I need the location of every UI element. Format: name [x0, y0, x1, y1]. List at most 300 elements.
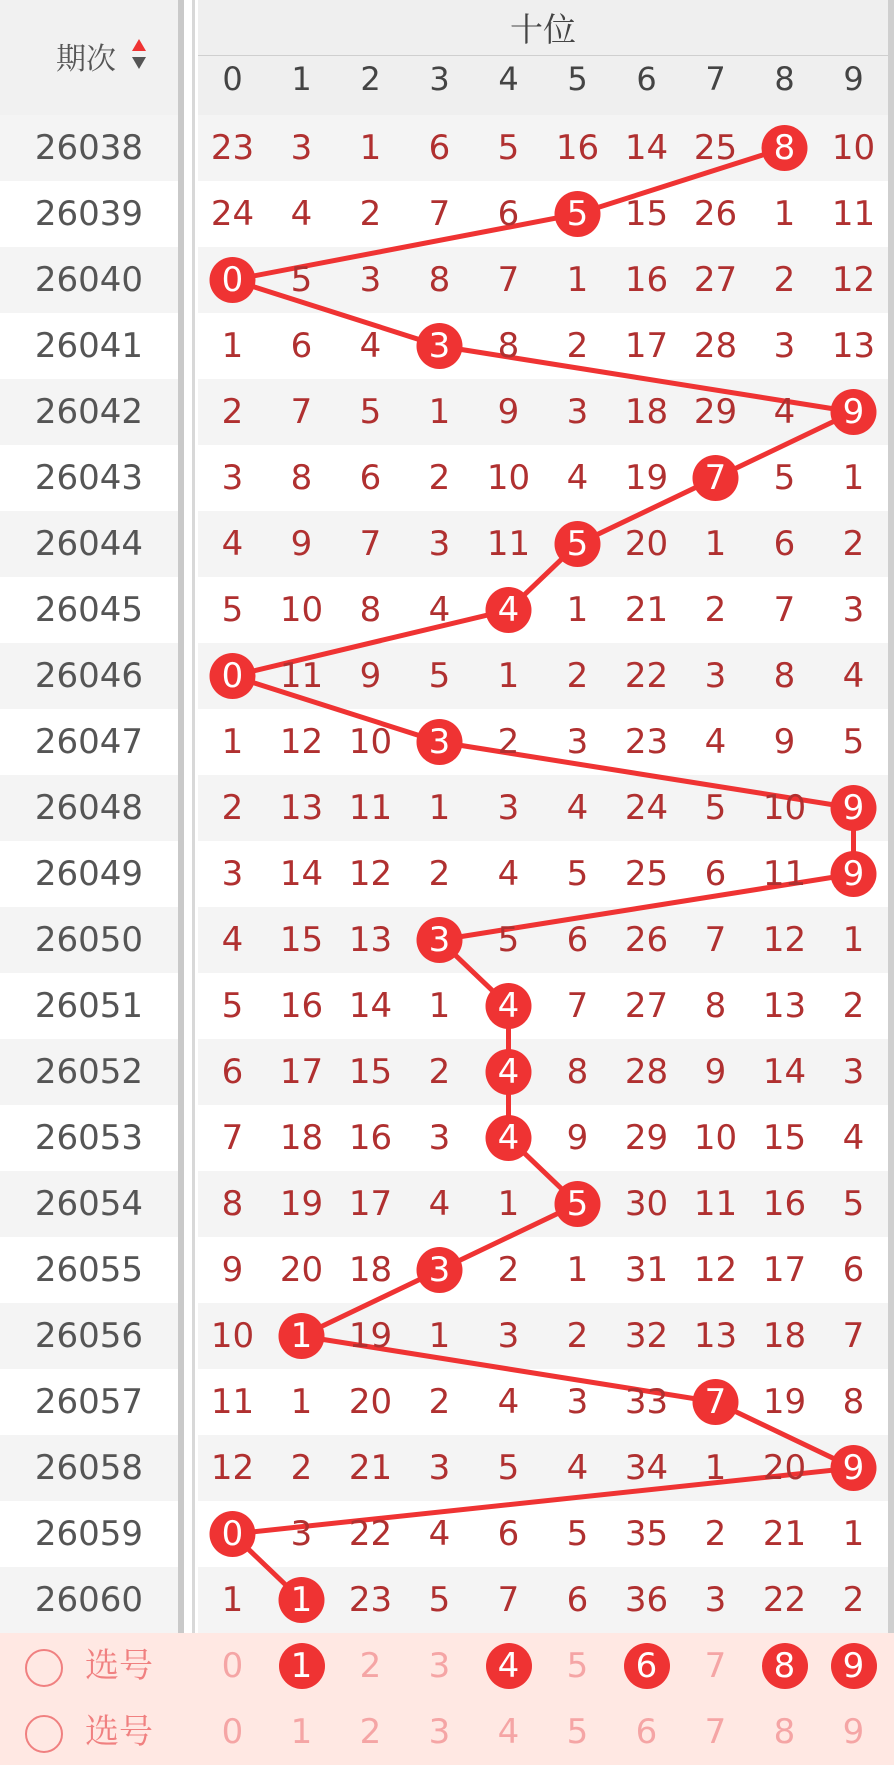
- period-row[interactable]: [0, 1171, 178, 1237]
- period-number: 26052: [34, 1052, 144, 1092]
- cell-value: 4: [428, 590, 451, 630]
- cell-value: 0: [221, 260, 244, 300]
- cell-value: 2: [497, 722, 520, 762]
- cell-value: 18: [762, 1316, 807, 1356]
- cell-value: 4: [773, 392, 796, 432]
- period-row[interactable]: [0, 907, 178, 973]
- cell-value: 2: [566, 1316, 589, 1356]
- cell-value: 4: [497, 1052, 520, 1092]
- cell-value: 17: [762, 1250, 807, 1290]
- cell-value: 13: [279, 788, 324, 828]
- period-header-label: 期次: [56, 42, 116, 77]
- period-row[interactable]: [0, 115, 178, 181]
- cell-value: 4: [842, 1118, 865, 1158]
- column-header-7: 7: [705, 60, 726, 98]
- cell-value: 13: [762, 986, 807, 1026]
- cell-value: 23: [210, 128, 255, 168]
- cell-value: 9: [842, 854, 865, 894]
- cell-value: 11: [348, 788, 393, 828]
- cell-value: 26: [693, 194, 738, 234]
- cell-value: 3: [428, 1250, 451, 1290]
- cell-value: 1: [704, 524, 727, 564]
- cell-value: 11: [831, 194, 876, 234]
- cell-value: 2: [290, 1448, 313, 1488]
- cell-value: 8: [497, 326, 520, 366]
- cell-value: 3: [497, 788, 520, 828]
- cell-value: 30: [624, 1184, 669, 1224]
- cell-value: 20: [279, 1250, 324, 1290]
- period-number: 26050: [34, 920, 144, 960]
- cell-value: 20: [624, 524, 669, 564]
- cell-value: 24: [210, 194, 255, 234]
- cell-value: 2: [221, 788, 244, 828]
- cell-value: 4: [566, 1448, 589, 1488]
- cell-value: 2: [842, 986, 865, 1026]
- period-number: 26058: [34, 1448, 144, 1488]
- cell-value: 18: [624, 392, 669, 432]
- pick-digit-5[interactable]: 5: [566, 1712, 589, 1752]
- column-header-1: 1: [291, 60, 312, 98]
- cell-value: 5: [497, 920, 520, 960]
- cell-value: 8: [704, 986, 727, 1026]
- cell-value: 4: [566, 788, 589, 828]
- cell-value: 2: [704, 590, 727, 630]
- cell-value: 5: [566, 1514, 589, 1554]
- period-row[interactable]: [0, 643, 178, 709]
- period-number: 26057: [34, 1382, 144, 1422]
- cell-value: 5: [290, 260, 313, 300]
- cell-value: 3: [566, 1382, 589, 1422]
- cell-value: 21: [624, 590, 669, 630]
- cell-value: 3: [290, 1514, 313, 1554]
- period-number: 26048: [34, 788, 144, 828]
- period-column: [0, 0, 178, 1745]
- cell-value: 15: [762, 1118, 807, 1158]
- cell-value: 9: [704, 1052, 727, 1092]
- pick-digit-2[interactable]: 2: [359, 1646, 382, 1686]
- cell-value: 1: [221, 1580, 244, 1620]
- cell-value: 19: [279, 1184, 324, 1224]
- cell-value: 1: [359, 128, 382, 168]
- cell-value: 2: [221, 392, 244, 432]
- cell-value: 20: [762, 1448, 807, 1488]
- period-number: 26045: [34, 590, 144, 630]
- cell-value: 28: [693, 326, 738, 366]
- cell-value: 9: [221, 1250, 244, 1290]
- cell-value: 19: [762, 1382, 807, 1422]
- cell-value: 11: [279, 656, 324, 696]
- cell-value: 2: [428, 854, 451, 894]
- cell-value: 9: [497, 392, 520, 432]
- pick-digit-1[interactable]: 1: [290, 1646, 313, 1686]
- cell-value: 1: [428, 392, 451, 432]
- pick-digit-4[interactable]: 4: [497, 1646, 520, 1686]
- cell-value: 4: [704, 722, 727, 762]
- period-number: 26047: [34, 722, 144, 762]
- cell-value: 3: [566, 722, 589, 762]
- cell-value: 1: [842, 920, 865, 960]
- cell-value: 9: [842, 788, 865, 828]
- cell-value: 1: [290, 1382, 313, 1422]
- cell-value: 3: [497, 1316, 520, 1356]
- cell-value: 4: [497, 1118, 520, 1158]
- pick-digit-9[interactable]: 9: [842, 1646, 865, 1686]
- cell-value: 4: [497, 854, 520, 894]
- cell-value: 5: [773, 458, 796, 498]
- cell-value: 6: [566, 920, 589, 960]
- period-number: 26040: [34, 260, 144, 300]
- period-row[interactable]: [0, 1369, 178, 1435]
- column-divider: [178, 0, 184, 1745]
- cell-value: 14: [279, 854, 324, 894]
- pick-digit-4[interactable]: 4: [497, 1712, 520, 1752]
- pick-digit-7[interactable]: 7: [704, 1712, 727, 1752]
- period-row[interactable]: [0, 1237, 178, 1303]
- cell-value: 6: [773, 524, 796, 564]
- cell-value: 33: [624, 1382, 669, 1422]
- column-header-4: 4: [498, 60, 519, 98]
- cell-value: 17: [624, 326, 669, 366]
- column-header-5: 5: [567, 60, 588, 98]
- cell-value: 27: [624, 986, 669, 1026]
- cell-value: 13: [831, 326, 876, 366]
- cell-value: 3: [428, 326, 451, 366]
- cell-value: 31: [624, 1250, 669, 1290]
- cell-value: 5: [842, 722, 865, 762]
- cell-value: 6: [497, 194, 520, 234]
- cell-value: 5: [359, 392, 382, 432]
- cell-value: 15: [279, 920, 324, 960]
- period-number: 26043: [34, 458, 144, 498]
- cell-value: 11: [693, 1184, 738, 1224]
- cell-value: 6: [221, 1052, 244, 1092]
- cell-value: 1: [290, 1316, 313, 1356]
- cell-value: 7: [290, 392, 313, 432]
- cell-value: 26: [624, 920, 669, 960]
- cell-value: 5: [497, 1448, 520, 1488]
- cell-value: 5: [566, 1184, 589, 1224]
- cell-value: 2: [428, 1382, 451, 1422]
- cell-value: 25: [624, 854, 669, 894]
- cell-value: 5: [221, 590, 244, 630]
- cell-value: 4: [290, 194, 313, 234]
- pick-digit-0[interactable]: 0: [221, 1646, 244, 1686]
- cell-value: 10: [210, 1316, 255, 1356]
- cell-value: 8: [221, 1184, 244, 1224]
- cell-value: 16: [555, 128, 600, 168]
- cell-value: 3: [842, 1052, 865, 1092]
- cell-value: 4: [566, 458, 589, 498]
- cell-value: 3: [428, 524, 451, 564]
- cell-value: 3: [221, 458, 244, 498]
- cell-value: 28: [624, 1052, 669, 1092]
- cell-value: 1: [428, 788, 451, 828]
- cell-value: 12: [210, 1448, 255, 1488]
- cell-value: 2: [704, 1514, 727, 1554]
- period-header[interactable]: [0, 0, 178, 115]
- cell-value: 20: [348, 1382, 393, 1422]
- cell-value: 5: [704, 788, 727, 828]
- cell-value: 6: [704, 854, 727, 894]
- cell-value: 7: [773, 590, 796, 630]
- period-row[interactable]: [0, 709, 178, 775]
- cell-value: 2: [566, 326, 589, 366]
- column-header-0: 0: [222, 60, 243, 98]
- cell-value: 23: [348, 1580, 393, 1620]
- cell-value: 9: [359, 656, 382, 696]
- cell-value: 35: [624, 1514, 669, 1554]
- select-label[interactable]: 选号: [85, 1712, 153, 1752]
- cell-value: 10: [762, 788, 807, 828]
- period-row[interactable]: [0, 181, 178, 247]
- pick-digit-6[interactable]: 6: [635, 1712, 658, 1752]
- period-row[interactable]: [0, 511, 178, 577]
- cell-value: 10: [693, 1118, 738, 1158]
- period-row[interactable]: [0, 1105, 178, 1171]
- period-number: 26055: [34, 1250, 144, 1290]
- group-title: 十位: [510, 10, 576, 49]
- cell-value: 25: [693, 128, 738, 168]
- period-number: 26060: [34, 1580, 144, 1620]
- cell-value: 8: [773, 128, 796, 168]
- cell-value: 1: [842, 1514, 865, 1554]
- period-number: 26059: [34, 1514, 144, 1554]
- cell-value: 9: [290, 524, 313, 564]
- cell-value: 4: [221, 920, 244, 960]
- period-row[interactable]: [0, 1435, 178, 1501]
- cell-value: 8: [290, 458, 313, 498]
- cell-value: 2: [842, 1580, 865, 1620]
- cell-value: 14: [762, 1052, 807, 1092]
- cell-value: 8: [359, 590, 382, 630]
- select-radio[interactable]: [25, 1715, 63, 1753]
- pick-row: [0, 1699, 894, 1765]
- cell-value: 36: [624, 1580, 669, 1620]
- period-row[interactable]: [0, 1039, 178, 1105]
- cell-value: 5: [428, 656, 451, 696]
- cell-value: 3: [704, 1580, 727, 1620]
- cell-value: 22: [762, 1580, 807, 1620]
- cell-value: 4: [497, 986, 520, 1026]
- pick-digit-0[interactable]: 0: [221, 1712, 244, 1752]
- cell-value: 1: [497, 656, 520, 696]
- period-number: 26038: [34, 128, 144, 168]
- period-row[interactable]: [0, 577, 178, 643]
- cell-value: 7: [497, 1580, 520, 1620]
- period-row[interactable]: [0, 1567, 178, 1633]
- cell-value: 1: [221, 722, 244, 762]
- cell-value: 16: [279, 986, 324, 1026]
- cell-value: 9: [773, 722, 796, 762]
- cell-value: 1: [704, 1448, 727, 1488]
- cell-value: 9: [842, 1448, 865, 1488]
- cell-value: 2: [566, 656, 589, 696]
- cell-value: 12: [348, 854, 393, 894]
- column-header-2: 2: [360, 60, 381, 98]
- cell-value: 2: [359, 194, 382, 234]
- cell-value: 4: [428, 1184, 451, 1224]
- period-number: 26046: [34, 656, 144, 696]
- period-row[interactable]: [0, 775, 178, 841]
- cell-value: 10: [486, 458, 531, 498]
- cell-value: 4: [359, 326, 382, 366]
- cell-value: 10: [348, 722, 393, 762]
- cell-value: 6: [428, 128, 451, 168]
- cell-value: 12: [831, 260, 876, 300]
- pick-digit-8[interactable]: 8: [773, 1712, 796, 1752]
- pick-digit-1[interactable]: 1: [290, 1712, 313, 1752]
- cell-value: 5: [497, 128, 520, 168]
- cell-value: 1: [566, 590, 589, 630]
- cell-value: 6: [497, 1514, 520, 1554]
- period-number: 26039: [34, 194, 144, 234]
- cell-value: 3: [428, 1118, 451, 1158]
- cell-value: 3: [428, 1448, 451, 1488]
- sort-icon[interactable]: [131, 37, 147, 71]
- cell-value: 22: [348, 1514, 393, 1554]
- cell-value: 4: [842, 656, 865, 696]
- cell-value: 4: [497, 1382, 520, 1422]
- cell-value: 1: [497, 1184, 520, 1224]
- cell-value: 1: [290, 1580, 313, 1620]
- cell-value: 16: [624, 260, 669, 300]
- pick-digit-8[interactable]: 8: [773, 1646, 796, 1686]
- cell-value: 7: [221, 1118, 244, 1158]
- cell-value: 4: [428, 1514, 451, 1554]
- period-row[interactable]: [0, 379, 178, 445]
- cell-value: 7: [497, 260, 520, 300]
- cell-value: 34: [624, 1448, 669, 1488]
- cell-value: 15: [348, 1052, 393, 1092]
- cell-value: 1: [773, 194, 796, 234]
- cell-value: 2: [497, 1250, 520, 1290]
- select-label[interactable]: 选号: [85, 1646, 153, 1686]
- cell-value: 5: [566, 194, 589, 234]
- pick-digit-3[interactable]: 3: [428, 1646, 451, 1686]
- cell-value: 12: [693, 1250, 738, 1290]
- column-header-9: 9: [843, 60, 864, 98]
- cell-value: 7: [428, 194, 451, 234]
- cell-value: 7: [842, 1316, 865, 1356]
- period-number: 26044: [34, 524, 144, 564]
- cell-value: 9: [566, 1118, 589, 1158]
- cell-value: 12: [279, 722, 324, 762]
- cell-value: 3: [221, 854, 244, 894]
- cell-value: 7: [704, 1382, 727, 1422]
- cell-value: 8: [566, 1052, 589, 1092]
- cell-value: 32: [624, 1316, 669, 1356]
- period-row[interactable]: [0, 973, 178, 1039]
- cell-value: 23: [624, 722, 669, 762]
- cell-value: 11: [210, 1382, 255, 1422]
- period-row[interactable]: [0, 445, 178, 511]
- cell-value: 13: [693, 1316, 738, 1356]
- cell-value: 22: [624, 656, 669, 696]
- pick-digit-2[interactable]: 2: [359, 1712, 382, 1752]
- pick-digit-6[interactable]: 6: [635, 1646, 658, 1686]
- select-radio[interactable]: [25, 1649, 63, 1687]
- period-number: 26042: [34, 392, 144, 432]
- cell-value: 29: [624, 1118, 669, 1158]
- cell-value: 24: [624, 788, 669, 828]
- period-number: 26054: [34, 1184, 144, 1224]
- cell-value: 2: [842, 524, 865, 564]
- cell-value: 29: [693, 392, 738, 432]
- cell-value: 5: [842, 1184, 865, 1224]
- cell-value: 8: [773, 656, 796, 696]
- pick-digit-7[interactable]: 7: [704, 1646, 727, 1686]
- period-row[interactable]: [0, 841, 178, 907]
- cell-value: 2: [428, 458, 451, 498]
- cell-value: 18: [279, 1118, 324, 1158]
- cell-value: 16: [762, 1184, 807, 1224]
- cell-value: 5: [221, 986, 244, 1026]
- period-row[interactable]: [0, 1501, 178, 1567]
- cell-value: 5: [566, 854, 589, 894]
- period-number: 26053: [34, 1118, 144, 1158]
- cell-value: 3: [428, 920, 451, 960]
- cell-value: 13: [348, 920, 393, 960]
- cell-value: 7: [566, 986, 589, 1026]
- period-row[interactable]: [0, 247, 178, 313]
- cell-value: 11: [486, 524, 531, 564]
- cell-value: 11: [762, 854, 807, 894]
- cell-value: 12: [762, 920, 807, 960]
- cell-value: 14: [348, 986, 393, 1026]
- cell-value: 17: [348, 1184, 393, 1224]
- cell-value: 27: [693, 260, 738, 300]
- cell-value: 14: [624, 128, 669, 168]
- period-row[interactable]: [0, 1303, 178, 1369]
- cell-value: 6: [290, 326, 313, 366]
- cell-value: 1: [842, 458, 865, 498]
- period-number: 26056: [34, 1316, 144, 1356]
- cell-value: 0: [221, 1514, 244, 1554]
- cell-value: 7: [704, 458, 727, 498]
- cell-value: 1: [566, 260, 589, 300]
- cell-value: 10: [279, 590, 324, 630]
- cell-value: 21: [762, 1514, 807, 1554]
- cell-value: 21: [348, 1448, 393, 1488]
- period-row[interactable]: [0, 313, 178, 379]
- cell-value: 6: [566, 1580, 589, 1620]
- cell-value: 6: [359, 458, 382, 498]
- cell-value: 0: [221, 656, 244, 696]
- cell-value: 9: [842, 392, 865, 432]
- cell-value: 3: [773, 326, 796, 366]
- cell-value: 3: [428, 722, 451, 762]
- period-number: 26049: [34, 854, 144, 894]
- cell-value: 8: [842, 1382, 865, 1422]
- cell-value: 3: [704, 656, 727, 696]
- cell-value: 1: [221, 326, 244, 366]
- pick-digit-5[interactable]: 5: [566, 1646, 589, 1686]
- cell-value: 7: [359, 524, 382, 564]
- cell-value: 3: [842, 590, 865, 630]
- column-header-6: 6: [636, 60, 657, 98]
- trend-grid: [198, 0, 888, 1745]
- cell-value: 5: [428, 1580, 451, 1620]
- pick-digit-3[interactable]: 3: [428, 1712, 451, 1752]
- cell-value: 19: [624, 458, 669, 498]
- cell-value: 3: [566, 392, 589, 432]
- cell-value: 17: [279, 1052, 324, 1092]
- cell-value: 10: [831, 128, 876, 168]
- right-edge-divider: [888, 0, 894, 1745]
- cell-value: 16: [348, 1118, 393, 1158]
- cell-value: 1: [428, 986, 451, 1026]
- pick-digit-9[interactable]: 9: [842, 1712, 865, 1752]
